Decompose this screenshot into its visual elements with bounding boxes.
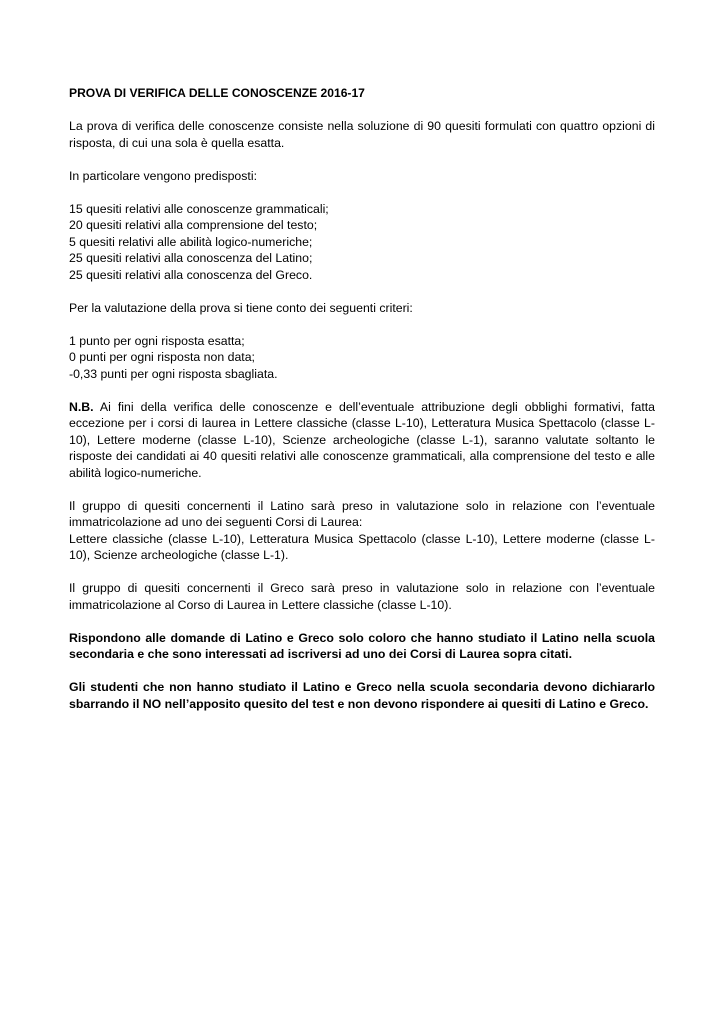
spacer — [69, 481, 655, 498]
spacer — [69, 283, 655, 300]
criteri-item: -0,33 punti per ogni risposta sbagliata. — [69, 366, 278, 381]
particolare-heading: In particolare vengono predisposti: — [69, 168, 257, 183]
quesiti-list — [69, 201, 655, 284]
criteri-heading: Per la valutazione della prova si tiene conto dei seguenti criteri: — [69, 300, 413, 315]
nb-label: N.B. — [69, 399, 94, 414]
spacer — [69, 102, 655, 119]
latino-paragraph: Il gruppo di quesiti concernenti il Latino sarà preso in valutazione solo in relazione con l’eventuale immatricolazione ad uno dei seguenti Corsi di Laurea: — [69, 498, 655, 529]
rispondono-paragraph: Rispondono alle domande di Latino e Greco solo coloro che hanno studiato il Latino nella scuola secondaria e che sono interessati ad iscriversi ad uno dei Corsi di Laurea sopra citati. — [69, 630, 655, 661]
criteri-item: 0 punti per ogni risposta non data; — [69, 350, 255, 364]
nb-text: Ai fini della verifica delle conoscenze e dell’eventuale attribuzione degli obblighi formativi, fatta eccezione per i corsi di laurea in Lettere classiche (classe L-10), Letteratura Musica Spettacolo (classe L-10), Lettere moderne (classe L-10), Scienze archeologiche (classe L-1), saranno valutate soltanto le risposte dei candidati ai 40 quesiti relativi alle conoscenze grammaticali, alla comprensione del testo e alle abilità logico-numeriche. — [69, 399, 655, 480]
spacer — [69, 382, 655, 399]
studenti-paragraph: Gli studenti che non hanno studiato il Latino e Greco nella scuola secondaria devono dichiararlo sbarrando il NO nell’apposito quesito del test e non devono rispondere ai quesiti di Latino e Greco. — [69, 680, 655, 711]
spacer — [69, 184, 655, 201]
quesiti-item: 20 quesiti relativi alla comprensione del testo; — [69, 218, 318, 232]
nb-paragraph — [69, 399, 655, 482]
criteri-item: 1 punto per ogni risposta esatta; — [69, 333, 245, 348]
spacer — [69, 151, 655, 168]
quesiti-item: 25 quesiti relativi alla conoscenza del Greco. — [69, 267, 313, 282]
quesiti-item: 25 quesiti relativi alla conoscenza del Latino; — [69, 251, 313, 265]
spacer — [69, 663, 655, 680]
intro-paragraph: La prova di verifica delle conoscenze consiste nella soluzione di 90 quesiti formulati con quattro opzioni di risposta, di cui una sola è quella esatta. — [69, 119, 655, 150]
spacer — [69, 613, 655, 630]
greco-paragraph: Il gruppo di quesiti concernenti il Greco sarà preso in valutazione solo in relazione con l’eventuale immatricolazione al Corso di Laurea in Lettere classiche (classe L-10). — [69, 581, 655, 612]
latino-corsi: Lettere classiche (classe L-10), Letteratura Musica Spettacolo (classe L-10), Lettere moderne (classe L-10), Scienze archeologiche (classe L-1). — [69, 531, 655, 562]
document-title: PROVA DI VERIFICA DELLE CONOSCENZE 2016-17 — [69, 86, 365, 100]
quesiti-item: 5 quesiti relativi alle abilità logico-numeriche; — [69, 234, 313, 249]
spacer — [69, 316, 655, 333]
document-body — [69, 85, 655, 712]
quesiti-item: 15 quesiti relativi alle conoscenze grammaticali; — [69, 201, 329, 216]
spacer — [69, 564, 655, 581]
criteri-list — [69, 333, 655, 383]
